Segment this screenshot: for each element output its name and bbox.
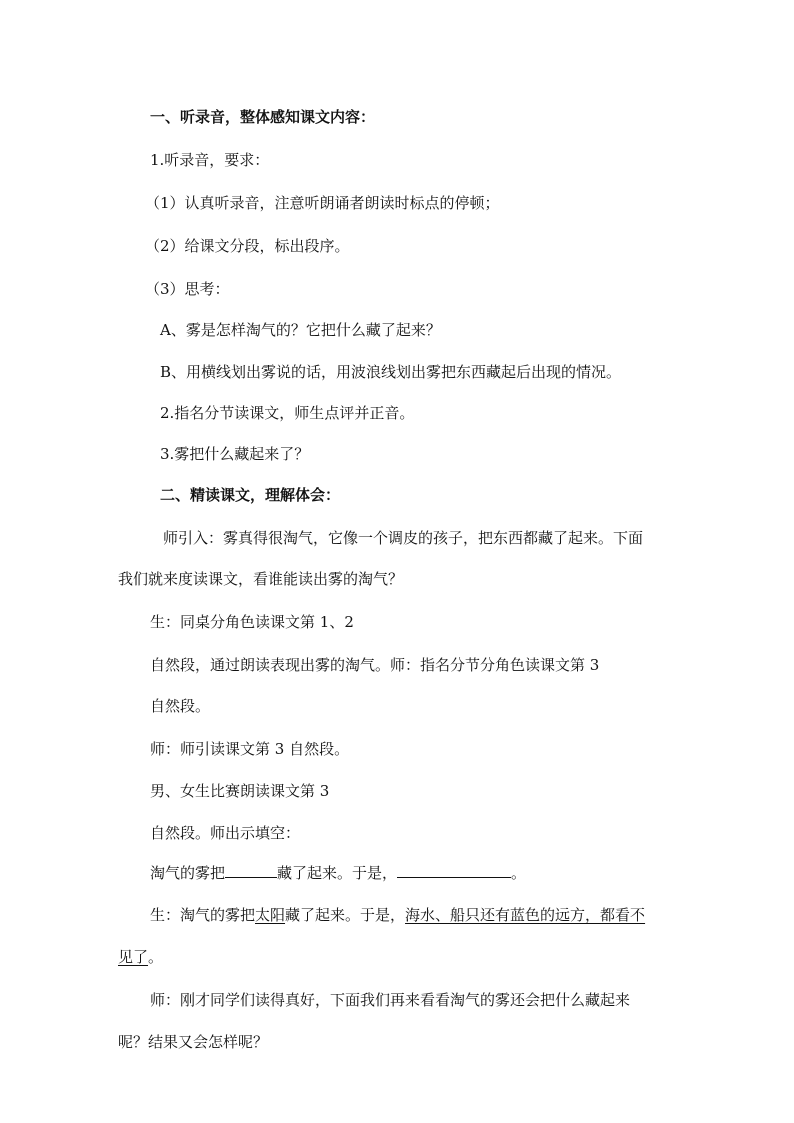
answer-underlined: 太阳 <box>255 906 286 924</box>
text-line: B、用横线划出雾说的话，用波浪线划出雾把东西藏起后出现的情况。 <box>160 363 622 381</box>
fill-in-blank-line <box>150 863 526 883</box>
blank-1 <box>225 863 277 878</box>
answer-text: 。 <box>148 948 164 966</box>
text-line: 师：刚才同学们读得真好，下面我们再来看看淘气的雾还会把什么藏起来 <box>150 991 631 1009</box>
text-line: （2）给课文分段，标出段序。 <box>145 237 350 255</box>
fill-text: 藏了起来。于是， <box>277 864 398 882</box>
fill-text: 。 <box>511 864 527 882</box>
text-line: 自然段。师出示填空： <box>150 824 301 842</box>
text-line: A、雾是怎样淘气的？它把什么藏了起来？ <box>160 321 441 339</box>
answer-text: 生：淘气的雾把 <box>150 906 256 924</box>
answer-line <box>150 905 645 925</box>
answer-line <box>118 947 163 967</box>
text-line: 师引入：雾真得很淘气，它像一个调皮的孩子，把东西都藏了起来。下面 <box>163 529 644 547</box>
section-heading-2: 二、精读课文，理解体会： <box>160 486 341 504</box>
blank-2 <box>397 863 511 878</box>
text-line: 生：同桌分角色读课文第 1、2 <box>150 613 354 631</box>
text-line: 男、女生比赛朗读课文第 3 <box>150 782 330 800</box>
answer-underlined: 海水、船只还有蓝色的远方，都看不 <box>405 906 646 924</box>
text-line: 自然段。 <box>150 697 211 715</box>
text-line: 我们就来度读课文，看谁能读出雾的淘气？ <box>118 570 404 588</box>
text-line: 3.雾把什么藏起来了？ <box>160 445 310 463</box>
answer-underlined: 见了 <box>118 948 149 966</box>
text-line: （1）认真听录音，注意听朗诵者朗读时标点的停顿； <box>145 194 500 212</box>
text-line: 1.听录音，要求： <box>150 151 270 169</box>
text-line: 自然段，通过朗读表现出雾的淘气。师：指名分节分角色读课文第 3 <box>150 656 600 674</box>
fill-text: 淘气的雾把 <box>150 864 226 882</box>
text-line: 呢？结果又会怎样呢？ <box>118 1033 269 1051</box>
text-line: 师：师引读课文第 3 自然段。 <box>150 740 350 758</box>
answer-text: 藏了起来。于是， <box>285 906 406 924</box>
text-line: （3）思考： <box>145 280 230 298</box>
text-line: 2.指名分节读课文，师生点评并正音。 <box>160 404 415 422</box>
section-heading-1: 一、听录音，整体感知课文内容： <box>150 108 376 126</box>
